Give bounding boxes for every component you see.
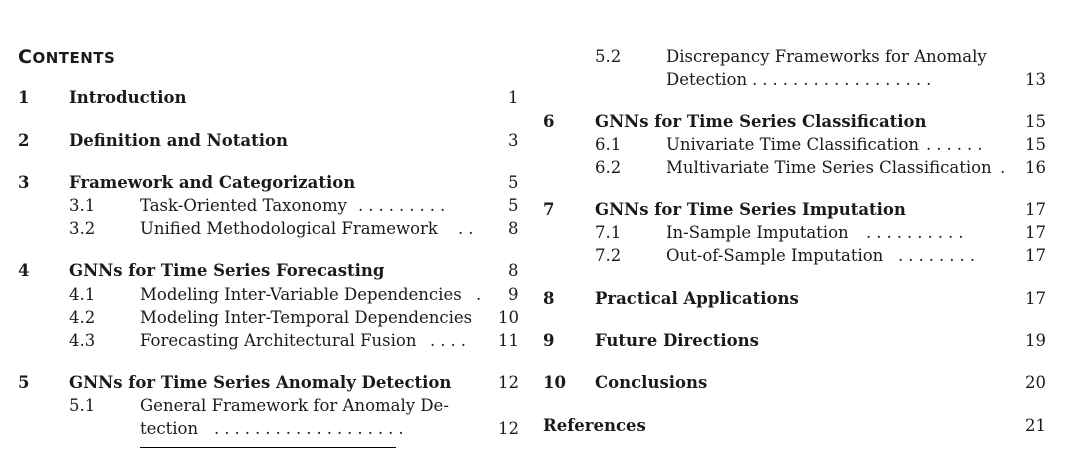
toc-title-3[interactable]: Framework and Categorization bbox=[69, 173, 356, 192]
toc-title-4[interactable]: GNNs for Time Series Forecasting bbox=[69, 261, 385, 280]
toc-page-10: 20 bbox=[1025, 373, 1046, 392]
toc-page-5-2: 13 bbox=[1025, 70, 1046, 89]
toc-num-5-2: 5.2 bbox=[595, 47, 622, 66]
toc-page-7-1: 17 bbox=[1025, 223, 1046, 242]
footnote-rule bbox=[140, 447, 396, 448]
toc-title-7-1[interactable]: In-Sample Imputation bbox=[666, 223, 849, 242]
toc-page-7-2: 17 bbox=[1025, 246, 1046, 265]
toc-leader-dots: ......... bbox=[358, 196, 451, 215]
toc-title-6-1[interactable]: Univariate Time Classification bbox=[666, 135, 920, 154]
toc-num-4-2: 4.2 bbox=[69, 308, 96, 327]
toc-num-7-1: 7.1 bbox=[595, 223, 622, 242]
toc-leader-dots: . bbox=[476, 285, 487, 304]
toc-page-6-1: 15 bbox=[1025, 135, 1046, 154]
toc-leader-dots: .......... bbox=[866, 223, 969, 242]
toc-title-3-2[interactable]: Unified Methodological Framework bbox=[140, 219, 438, 238]
toc-num-3-1: 3.1 bbox=[69, 196, 96, 215]
toc-num-7-2: 7.2 bbox=[595, 246, 622, 265]
toc-num-8: 8 bbox=[543, 289, 555, 308]
toc-num-5-1: 5.1 bbox=[69, 396, 96, 415]
toc-page-2: 3 bbox=[508, 131, 519, 150]
toc-num-3: 3 bbox=[18, 173, 30, 192]
toc-page-3-2: 8 bbox=[508, 219, 519, 238]
toc-page-4: 8 bbox=[508, 261, 519, 280]
toc-page-9: 19 bbox=[1025, 331, 1046, 350]
toc-page-references: 21 bbox=[1025, 416, 1046, 435]
toc-title-references[interactable]: References bbox=[543, 416, 646, 435]
toc-title-5[interactable]: GNNs for Time Series Anomaly Detection bbox=[69, 373, 452, 392]
toc-title-8[interactable]: Practical Applications bbox=[595, 289, 799, 308]
toc-leader-dots: . bbox=[1000, 158, 1011, 177]
toc-page-4-1: 9 bbox=[508, 285, 519, 304]
toc-page-7: 17 bbox=[1025, 200, 1046, 219]
toc-num-5: 5 bbox=[18, 373, 30, 392]
toc-page-5-1: 12 bbox=[498, 419, 519, 438]
toc-leader-dots: .................. bbox=[752, 70, 937, 89]
toc-leader-dots: .... bbox=[430, 331, 471, 350]
toc-title-10[interactable]: Conclusions bbox=[595, 373, 708, 392]
toc-title-3-1[interactable]: Task-Oriented Taxonomy bbox=[140, 196, 347, 215]
toc-page-8: 17 bbox=[1025, 289, 1046, 308]
toc-title-2[interactable]: Definition and Notation bbox=[69, 131, 288, 150]
toc-num-4: 4 bbox=[18, 261, 30, 280]
toc-title-5-2-line1[interactable]: Discrepancy Frameworks for Anomaly bbox=[666, 47, 987, 66]
toc-title-9[interactable]: Future Directions bbox=[595, 331, 759, 350]
toc-title-7[interactable]: GNNs for Time Series Imputation bbox=[595, 200, 906, 219]
toc-title-6[interactable]: GNNs for Time Series Classification bbox=[595, 112, 927, 131]
toc-num-6: 6 bbox=[543, 112, 555, 131]
toc-num-6-1: 6.1 bbox=[595, 135, 622, 154]
toc-title-4-2[interactable]: Modeling Inter-Temporal Dependencies bbox=[140, 308, 473, 327]
toc-num-4-3: 4.3 bbox=[69, 331, 96, 350]
toc-page-3-1: 5 bbox=[508, 196, 519, 215]
toc-page-5: 12 bbox=[498, 373, 519, 392]
toc-title-5-1-line2[interactable]: tection bbox=[140, 419, 199, 438]
toc-page-3: 5 bbox=[508, 173, 519, 192]
toc-num-1: 1 bbox=[18, 88, 30, 107]
toc-page-1: 1 bbox=[508, 88, 519, 107]
toc-title-7-2[interactable]: Out-of-Sample Imputation bbox=[666, 246, 884, 265]
toc-page-4-3: 11 bbox=[498, 331, 519, 350]
toc-leader-dots: ...... bbox=[926, 135, 988, 154]
toc-page-6: 15 bbox=[1025, 112, 1046, 131]
toc-page-4-2: 10 bbox=[498, 308, 519, 327]
contents-heading: CONTENTS bbox=[18, 46, 116, 68]
toc-num-2: 2 bbox=[18, 131, 30, 150]
toc-num-9: 9 bbox=[543, 331, 555, 350]
toc-title-6-2[interactable]: Multivariate Time Series Classification bbox=[666, 158, 992, 177]
toc-title-4-3[interactable]: Forecasting Architectural Fusion bbox=[140, 331, 417, 350]
toc-title-5-2-line2[interactable]: Detection bbox=[666, 70, 748, 89]
toc-num-3-2: 3.2 bbox=[69, 219, 96, 238]
toc-title-1[interactable]: Introduction bbox=[69, 88, 187, 107]
toc-leader-dots: .. bbox=[458, 219, 479, 238]
toc-leader-dots: ................... bbox=[214, 419, 409, 438]
toc-num-7: 7 bbox=[543, 200, 555, 219]
toc-num-4-1: 4.1 bbox=[69, 285, 96, 304]
toc-num-6-2: 6.2 bbox=[595, 158, 622, 177]
toc-num-10: 10 bbox=[543, 373, 566, 392]
toc-title-5-1-line1[interactable]: General Framework for Anomaly De- bbox=[140, 396, 449, 415]
toc-title-4-1[interactable]: Modeling Inter-Variable Dependencies bbox=[140, 285, 462, 304]
toc-leader-dots: ........ bbox=[898, 246, 980, 265]
toc-page-6-2: 16 bbox=[1025, 158, 1046, 177]
